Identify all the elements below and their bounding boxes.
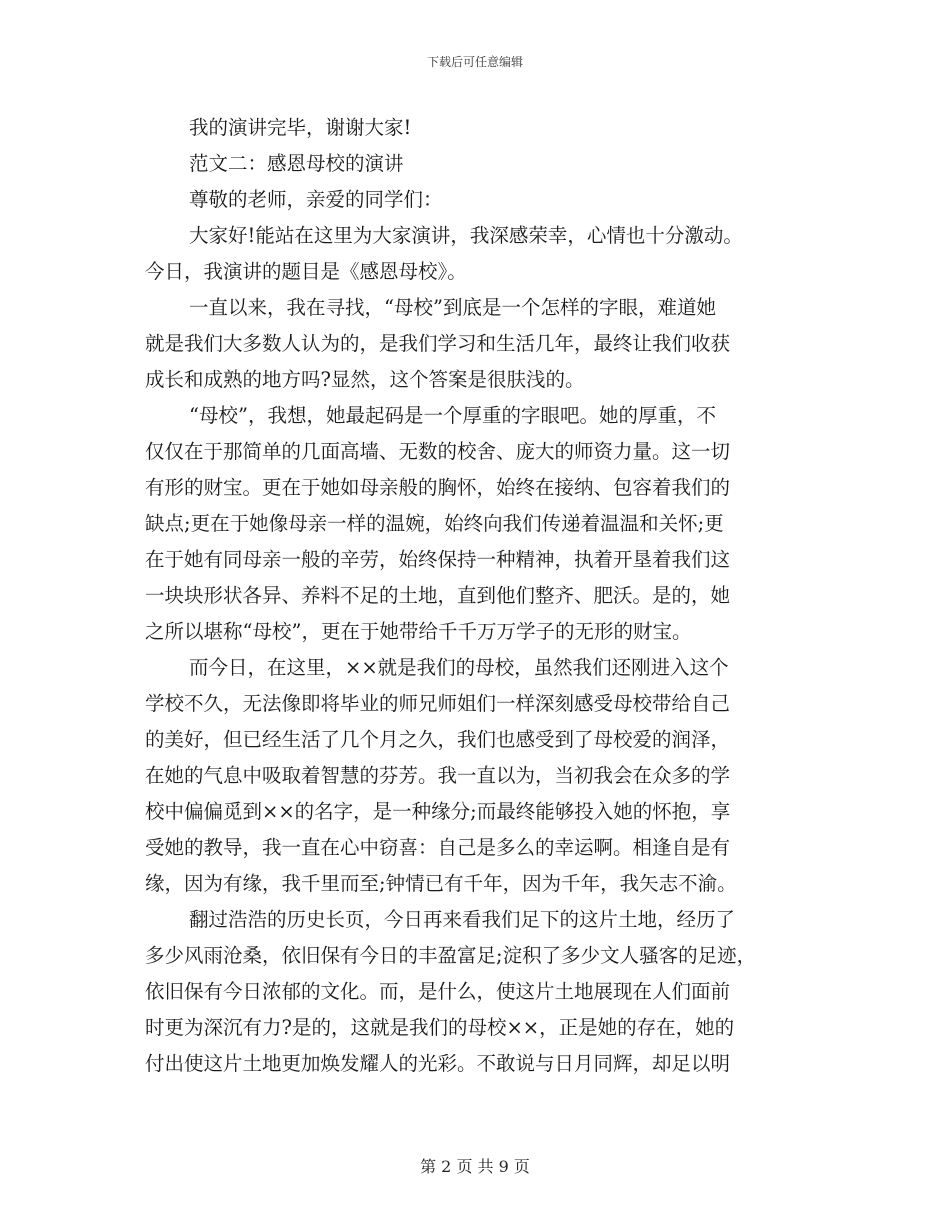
text-line: 的美好，但已经生活了几个月之久，我们也感受到了母校爱的润泽， [145,728,731,751]
text-line: 受她的教导，我一直在心中窃喜：自己是多么的幸运啊。相逢自是有 [145,836,731,859]
text-line: 学校不久，无法像即将毕业的师兄师姐们一样深刻感受母校带给自己 [145,692,731,715]
text-line: 而今日，在这里，××就是我们的母校，虽然我们还刚进入这个 [189,656,729,679]
text-line: 我的演讲完毕，谢谢大家! [189,116,412,139]
text-line: 成长和成熟的地方吗?显然，这个答案是很肤浅的。 [145,368,585,391]
text-line: 仅仅在于那简单的几面高墙、无数的校舍、庞大的师资力量。这一切 [145,440,731,463]
text-line: 范文二：感恩母校的演讲 [189,152,404,175]
text-line: 依旧保有今日浓郁的文化。而，是什么，使这片土地展现在人们面前 [145,980,731,1003]
text-line: 多少风雨沧桑，依旧保有今日的丰盈富足;淀积了多少文人骚客的足迹， [145,944,757,967]
text-line: 在她的气息中吸取着智慧的芬芳。我一直以为，当初我会在众多的学 [145,764,731,787]
text-line: 之所以堪称“母校”，更在于她带给千千万万学子的无形的财宝。 [145,620,692,643]
text-line: 翻过浩浩的历史长页，今日再来看我们足下的这片土地，经历了 [189,908,736,931]
page-header: 下载后可任意编辑 [426,55,523,69]
text-line: 尊敬的老师，亲爱的同学们： [189,188,443,211]
text-line: 一块块形状各异、养料不足的土地，直到他们整齐、肥沃。是的，她 [145,584,731,607]
text-line: 在于她有同母亲一般的辛劳，始终保持一种精神，执着开垦着我们这 [145,548,731,571]
text-line: 今日，我演讲的题目是《感恩母校》。 [145,260,467,283]
text-line: 时更为深沉有力?是的，这就是我们的母校××，正是她的存在，她的 [145,1016,735,1039]
text-line: 大家好!能站在这里为大家演讲，我深感荣幸，心情也十分激动。 [189,224,743,247]
document-body [145,110,810,1082]
text-line: 缺点;更在于她像母亲一样的温婉，始终向我们传递着温温和关怀;更 [145,512,724,535]
text-line: 缘，因为有缘，我千里而至;钟情已有千年，因为千年，我矢志不渝。 [145,872,737,895]
text-line: “母校”，我想，她最起码是一个厚重的字眼吧。她的厚重，不 [189,404,716,427]
text-line: 就是我们大多数人认为的，是我们学习和生活几年，最终让我们收获 [145,332,731,355]
text-line: 付出使这片土地更加焕发耀人的光彩。不敢说与日月同辉，却足以明 [145,1052,731,1075]
text-line: 有形的财宝。更在于她如母亲般的胸怀，始终在接纳、包容着我们的 [145,476,731,499]
text-line: 一直以来，我在寻找，“母校”到底是一个怎样的字眼，难道她 [189,296,716,319]
page-footer: 第 2 页 共 9 页 [420,1157,530,1176]
text-line: 校中偏偏觅到××的名字，是一种缘分;而最终能够投入她的怀抱，享 [145,800,731,823]
